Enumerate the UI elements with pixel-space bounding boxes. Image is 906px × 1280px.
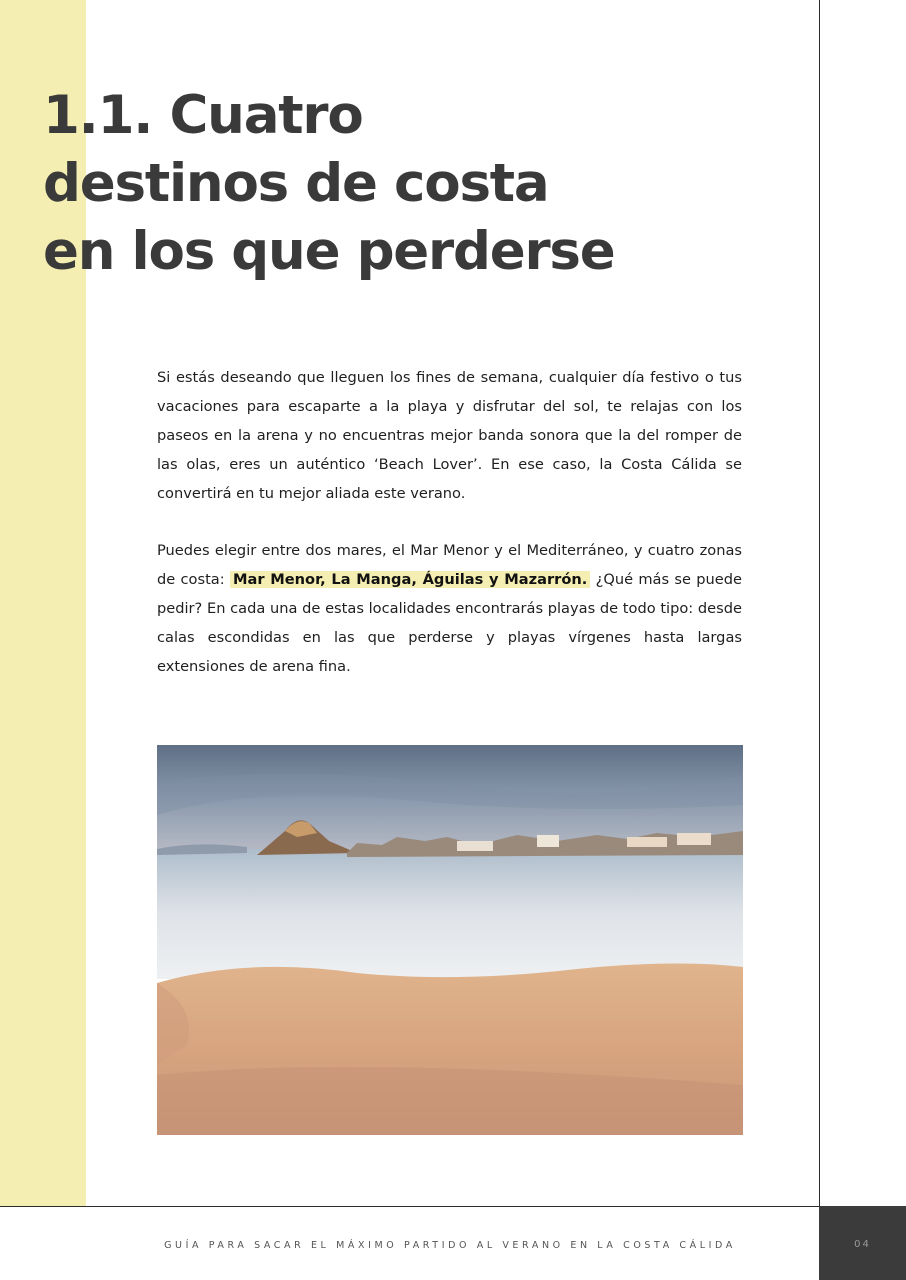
right-margin-panel [819,0,906,1206]
page-number: 04 [854,1239,871,1250]
destinations-text-after: ¿Qué más se puede pedir? En cada una de estas localidades encontrarás playas de todo tipo: desde calas escondidas en las que perderse y playas vírgenes hasta largas extensiones de arena fina. [157,571,742,675]
destinations-paragraph [157,536,742,681]
footer-title: GUÍA PARA SACAR EL MÁXIMO PARTIDO AL VERANO EN LA COSTA CÁLIDA [164,1240,736,1251]
page-title [43,82,643,286]
footer-divider [0,1206,819,1207]
title-line-2: destinos de costa [43,153,549,214]
beach-coastline-photo [157,745,743,1135]
title-line-3: en los que perderse [43,221,615,282]
destinations-highlight: Mar Menor, La Manga, Águilas y Mazarrón. [230,571,590,588]
title-line-1: 1.1. Cuatro [43,85,363,146]
page-number-box [819,1206,906,1280]
intro-paragraph: Si estás deseando que lleguen los fines de semana, cualquier día festivo o tus vacaciones para escaparte a la playa y disfrutar del sol, te relajas con los paseos en la arena y no encuentras mejor banda sonora que la del romper de las olas, eres un auténtico ‘Beach Lover’. En ese caso, la Costa Cálida se convertirá en tu mejor aliada este verano. [157,369,742,502]
destinations-text-before: Puedes elegir entre dos mares, el Mar Menor y el Mediterráneo, y cuatro zonas de costa: [157,542,742,588]
